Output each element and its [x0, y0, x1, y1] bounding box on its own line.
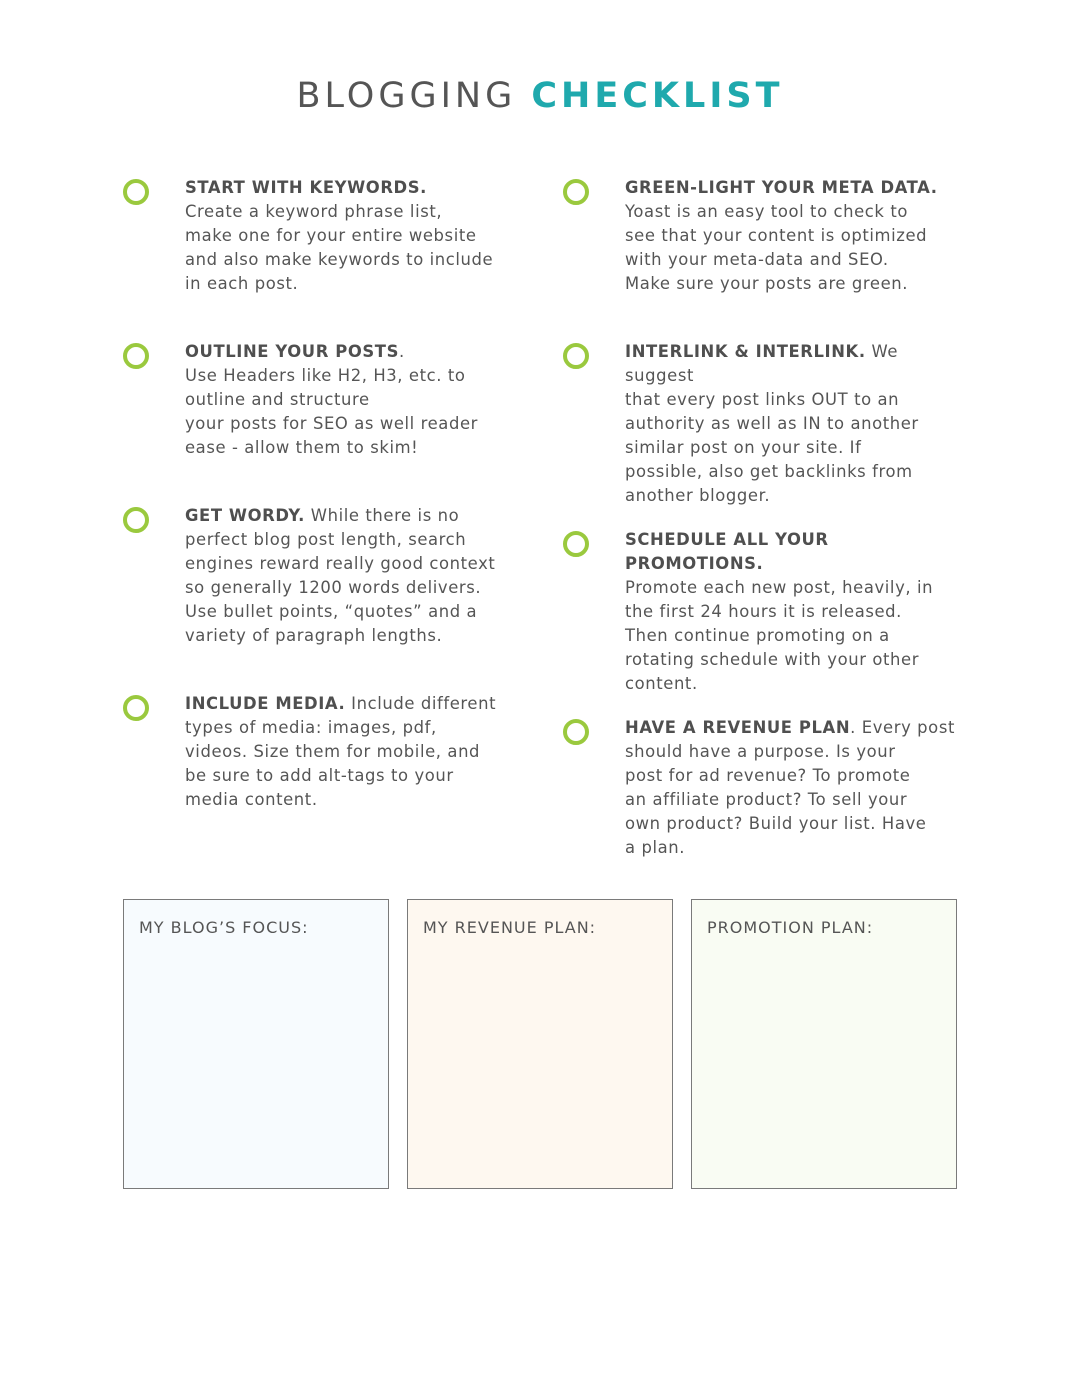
item-body: types of media: images, pdf, videos. Size them for mobile, and be sure to add alt-tags to your media content.	[185, 718, 481, 809]
item-heading: INCLUDE MEDIA.	[185, 694, 346, 713]
item-heading: SCHEDULE ALL YOUR PROMOTIONS.	[625, 530, 829, 573]
checklist-item	[625, 528, 970, 696]
item-heading-tail: While there is no	[304, 506, 460, 525]
item-heading-tail: Include different	[345, 694, 497, 713]
blog-focus-label: MY BLOG’S FOCUS:	[139, 918, 309, 937]
item-heading-tail: .	[398, 342, 405, 361]
promotion-plan-box[interactable]	[691, 899, 957, 1189]
revenue-plan-box[interactable]	[407, 899, 673, 1189]
item-heading: START WITH KEYWORDS.	[185, 178, 427, 197]
item-heading: INTERLINK & INTERLINK.	[625, 342, 866, 361]
checklist-item	[625, 176, 970, 296]
title-light: BLOGGING	[296, 76, 517, 116]
item-body: should have a purpose. Is your post for ad revenue? To promote an affiliate product? To sell your own product? Build your list. Have a plan.	[625, 742, 927, 857]
item-heading: OUTLINE YOUR POSTS	[185, 342, 399, 361]
item-heading: HAVE A REVENUE PLAN	[625, 718, 851, 737]
item-body: Yoast is an easy tool to check to see that your content is optimized with your meta-data and SEO. Make sure your posts are green.	[625, 202, 928, 293]
checkbox-circle-icon[interactable]	[123, 179, 149, 205]
checkbox-circle-icon[interactable]	[123, 695, 149, 721]
checklist-item	[185, 340, 530, 460]
item-heading: GET WORDY.	[185, 506, 305, 525]
promotion-plan-label: PROMOTION PLAN:	[707, 918, 874, 937]
checkbox-circle-icon[interactable]	[123, 343, 149, 369]
item-body: Promote each new post, heavily, in the first 24 hours it is released. Then continue promoting on a rotating schedule with your other content.	[625, 578, 934, 693]
item-body: that every post links OUT to an authority as well as IN to another similar post on your site. If possible, also get backlinks from another blogger.	[625, 390, 919, 505]
blog-focus-box[interactable]	[123, 899, 389, 1189]
checkbox-circle-icon[interactable]	[563, 531, 589, 557]
item-heading: GREEN-LIGHT YOUR META DATA.	[625, 178, 938, 197]
checkbox-circle-icon[interactable]	[563, 179, 589, 205]
item-body: perfect blog post length, search engines reward really good context so generally 1200 words delivers. Use bullet points, “quotes” and a variety of paragraph lengths.	[185, 530, 496, 645]
revenue-plan-label: MY REVENUE PLAN:	[423, 918, 597, 937]
checklist-item	[185, 504, 530, 648]
checklist-item	[185, 176, 530, 296]
item-body: Create a keyword phrase list, make one for your entire website and also make keywords to include in each post.	[185, 202, 494, 293]
checkbox-circle-icon[interactable]	[563, 719, 589, 745]
checkbox-circle-icon[interactable]	[563, 343, 589, 369]
checkbox-circle-icon[interactable]	[123, 507, 149, 533]
checklist-item	[625, 340, 970, 508]
item-heading-tail: . Every post	[850, 718, 955, 737]
checklist-item	[625, 716, 970, 860]
title-accent: CHECKLIST	[531, 76, 784, 116]
item-heading-tail: We suggest	[625, 342, 899, 385]
checklist-item	[185, 692, 530, 812]
page-title	[0, 74, 1080, 118]
item-body: Use Headers like H2, H3, etc. to outline and structure your posts for SEO as well reader ease - allow them to skim!	[185, 366, 478, 457]
